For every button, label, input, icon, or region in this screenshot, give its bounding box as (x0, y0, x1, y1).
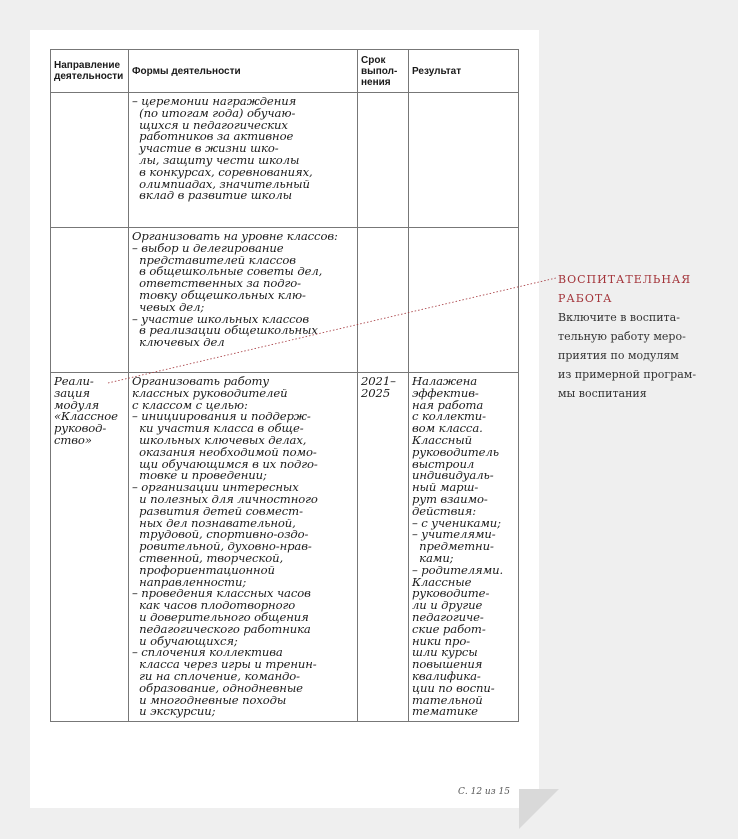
header-forms: Формы деятельности (129, 50, 358, 93)
header-direction: Направление деятельности (51, 50, 129, 93)
margin-note (558, 270, 728, 403)
cell-direction: Реали- зация модуля «Классное руковод- ство» (51, 373, 129, 722)
header-term: Срок выпол- нения (358, 50, 409, 93)
header-result: Результат (409, 50, 519, 93)
cell-forms: Организовать работу классных руководителей с классом с целью: – инициирования и поддерж- ки участия класса в обще- школьных ключевых делах, оказания необходимой помо- щи обучающимся в их подго- товке и проведении; – организации интересных и полезных для личностного развития детей совмест- ных дел познавательной, трудовой, спортивно-оздо- ровительной, духовно-нрав- ственной, творческой, профориентационной направленности; – проведения классных часов как часов плодотворного и доверительного общения педагогического работника и обучающихся; – сплочения коллектива класса через игры и тренин- ги на сплочение, командо- образование, однодневные и многодневные походы и экскурсии; (129, 373, 358, 722)
margin-note-title: ВОСПИТАТЕЛЬНАЯ РАБОТА (558, 273, 692, 305)
cell-forms: – церемонии награждения (по итогам года) обучаю- щихся и педагогических работников за активное участие в жизни шко- лы, защиту чести школы в конкурсах, соревнованиях, олимпиадах, значительный вклад в развитие школы (129, 93, 358, 228)
cell-result: Налажена эффектив- ная работа с коллекти- вом класса. Классный руководитель выстроил индивидуаль- ный марш- рут взаимо- действия: – с учениками; – учителями- предметни- ками; – родителями. Классные руководите- ли и другие педагогиче- ские работ- ники про- шли курсы повышения квалифика- ции по воспи- тательной тематике (409, 373, 519, 722)
cell-forms: Организовать на уровне классов: – выбор и делегирование представителей классов в общешкольные советы дел, ответственных за подго- товку общешкольных клю- чевых дел; – участие школьных классов в реализации общешкольных ключевых дел (129, 228, 358, 373)
cell-term: 2021– 2025 (358, 373, 409, 722)
page-number: С. 12 из 15 (458, 787, 510, 797)
margin-note-body: Включите в воспита- тельную работу меро- приятия по модулям из примерной програм- мы воспитания (558, 311, 697, 400)
